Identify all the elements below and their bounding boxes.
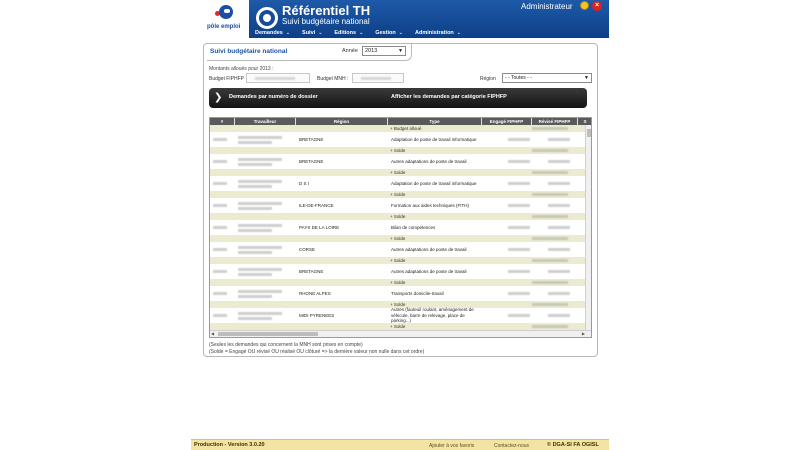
revised-cell [540,198,570,213]
redacted-value [532,325,568,328]
tab-by-category[interactable]: Afficher les demandes par catégorie FIPHFP [391,94,507,100]
menu-item-gestion[interactable]: Gestion ⌄ [375,30,403,36]
table-row[interactable] [210,286,586,301]
region-cell: BRETAGNE [299,159,324,164]
worker-cell [238,176,296,191]
fiphfp-budget-field [246,73,310,83]
chevron-down-icon: ⌄ [285,30,291,36]
region-cell: CORSE [299,247,316,252]
dossier-number-cell [213,154,235,169]
header [191,0,609,38]
redacted-value [532,149,568,152]
dossier-number-cell [213,132,235,147]
type-cell: Formation aux aides techniques (FITH) [391,202,470,208]
engaged-cell [500,264,530,279]
app-title: Référentiel TH [282,3,371,18]
table-row[interactable] [210,242,586,257]
engaged-cell [500,308,530,323]
type-cell: Adaptation de poste de travail informatique [391,136,477,142]
table-body [210,125,586,330]
dossier-number-cell [213,264,235,279]
expand-toggle[interactable]: + Solde [390,302,406,307]
panel-header [207,44,412,61]
mnh-budget-label: Budget MNH : [317,76,349,82]
region-cell: PAYS DE LA LOIRE [299,225,340,230]
expand-toggle[interactable]: + Budget alloué [390,126,422,131]
content-area [191,38,609,439]
demands-table [209,117,592,338]
revised-cell [540,242,570,257]
subtotal-row[interactable] [210,213,586,220]
table-row[interactable] [210,220,586,235]
menu-item-administration[interactable]: Administration ⌄ [414,30,461,36]
region-cell: MIDI PYRENEES [299,313,335,318]
type-cell: Autres (fauteuil roulant, aménagement de véhicule, barre de relevage, place de parking...) [391,307,474,324]
fiphfp-budget-label: Budget FIPHFP [209,76,245,82]
menu-item-editions[interactable]: Editions ⌄ [334,30,364,36]
tab-by-dossier[interactable]: Demandes par numéro de dossier [229,94,318,100]
worker-cell [238,220,296,235]
budget-panel [203,43,598,357]
table-row[interactable] [210,154,586,169]
worker-cell [238,286,296,301]
subtotal-row[interactable] [210,257,586,264]
worker-cell [238,198,296,213]
column-header[interactable]: Révisé FIPHFP [532,118,578,125]
worker-cell [238,308,296,323]
engaged-cell [500,154,530,169]
favorites-link[interactable]: Ajouter à vos favoris [429,443,475,449]
chevron-down-icon: ⌄ [318,30,323,36]
scroll-left-icon[interactable]: ◀ [211,331,215,336]
revised-cell [540,308,570,323]
dropdown-arrow-icon: ▼ [398,48,403,54]
column-header[interactable]: Région [296,118,388,125]
region-cell: ILE-DE-FRANCE [299,203,334,208]
chevron-down-icon: ⌄ [398,30,403,36]
table-header [210,118,592,125]
table-row[interactable] [210,132,586,147]
region-label: Région [480,76,496,82]
chevron-down-icon: ⌄ [359,30,364,36]
redacted-value [532,259,568,262]
logo-mark-icon [219,5,233,19]
scroll-thumb[interactable] [218,332,318,336]
logo-text: pôle emploi [207,24,241,30]
expand-toggle[interactable]: + Solde [390,258,406,263]
region-cell: RHONE ALPES [299,291,331,296]
scroll-right-icon[interactable]: ▶ [581,331,585,336]
revised-cell [540,220,570,235]
revised-cell [540,286,570,301]
engaged-cell [500,286,530,301]
table-row[interactable] [210,198,586,213]
column-header[interactable]: Type [388,118,482,125]
copyright-label: © DGA-SI FA OGISL [547,442,599,448]
revised-cell [540,132,570,147]
app-window [191,0,609,450]
close-button[interactable]: × [592,1,602,11]
region-cell: BRETAGNE [299,137,324,142]
expand-toggle[interactable]: + Solde [390,192,406,197]
expand-toggle[interactable]: + Solde [390,170,406,175]
redacted-value [532,281,568,284]
main-menu [249,28,467,38]
menu-item-suivi[interactable]: Suivi ⌄ [302,30,323,36]
user-label[interactable]: Administrateur [521,2,573,11]
table-row[interactable] [210,176,586,191]
region-cell: BRETAGNE [299,269,324,274]
revised-cell [540,176,570,191]
note-line: (Solde = Engagé OU révisé OU réalisé OU clôturé => la dernière valeur non nulle dans cet ordre) [209,349,425,355]
table-row[interactable] [210,308,586,323]
view-tabbar [209,88,587,108]
type-cell: Transports domicile-travail [391,290,444,296]
revised-cell [540,154,570,169]
arrow-right-icon: ❯ [214,92,223,103]
subtotal-row[interactable] [210,279,586,286]
note-line: (Seules les demandes qui concernent la MNH sont prises en compte) [209,342,363,348]
type-cell: Autres adaptations de poste de travail [391,246,467,252]
scroll-thumb[interactable] [587,129,591,137]
type-cell: Bilan de compétences [391,224,436,230]
amount-caption: Montants alloués pour 2013 : [209,66,274,72]
subtotal-row[interactable] [210,147,586,154]
column-header[interactable]: Travailleur [235,118,296,125]
type-cell: Autres adaptations de poste de travail [391,158,467,164]
expand-toggle[interactable]: + Solde [390,236,406,241]
dossier-number-cell [213,242,235,257]
chevron-down-icon: ⌄ [456,30,461,36]
expand-toggle[interactable]: + Solde [390,214,406,219]
redacted-value [532,171,568,174]
column-header[interactable]: Engagé FIPHFP [482,118,532,125]
logo [191,0,249,38]
region-cell: D S I [299,181,310,186]
redacted-value [532,193,568,196]
expand-toggle[interactable]: + Solde [390,148,406,153]
engaged-cell [500,242,530,257]
version-label: Production - Version 3.0.20 [194,442,265,448]
type-cell: Adaptation de poste de travail informatique [391,180,477,186]
table-row[interactable] [210,264,586,279]
contact-link[interactable]: Contactez-nous [494,443,530,449]
redacted-value [532,237,568,240]
gear-icon [256,7,278,29]
dossier-number-cell [213,176,235,191]
engaged-cell [500,220,530,235]
worker-cell [238,154,296,169]
region-select[interactable]: - - Toutes - - ▼ [502,73,592,83]
expand-toggle[interactable]: + Solde [390,280,406,285]
vertical-scrollbar[interactable] [585,125,591,332]
engaged-cell [500,176,530,191]
footer [191,439,609,450]
revised-cell [540,264,570,279]
horizontal-scrollbar[interactable] [210,330,592,337]
worker-cell [238,264,296,279]
year-label: Année [342,48,358,54]
subtotal-row[interactable] [210,191,586,198]
dossier-number-cell [213,286,235,301]
app-subtitle: Suivi budgétaire national [282,17,370,26]
subtotal-row[interactable] [210,235,586,242]
worker-cell [238,242,296,257]
menu-item-demandes[interactable]: Demandes ⌄ [255,30,291,36]
redacted-value [532,215,568,218]
expand-toggle[interactable]: + Solde [390,324,406,329]
subtotal-row[interactable] [210,169,586,176]
panel-title: Suivi budgétaire national [210,48,288,55]
worker-cell [238,132,296,147]
dossier-number-cell [213,220,235,235]
dropdown-arrow-icon: ▼ [584,75,589,81]
year-select[interactable]: 2013 ▼ [362,46,406,56]
type-cell: Autres adaptations de poste de travail [391,268,467,274]
subtotal-row[interactable] [210,323,586,330]
dossier-number-cell [213,198,235,213]
redacted-value [532,127,568,130]
minimize-button[interactable] [580,1,589,10]
engaged-cell [500,198,530,213]
subtotal-row[interactable] [210,125,586,132]
column-header[interactable]: # [210,118,235,125]
engaged-cell [500,132,530,147]
column-header[interactable]: S [578,118,592,125]
dossier-number-cell [213,308,235,323]
redacted-value [532,303,568,306]
mnh-budget-field [352,73,404,83]
